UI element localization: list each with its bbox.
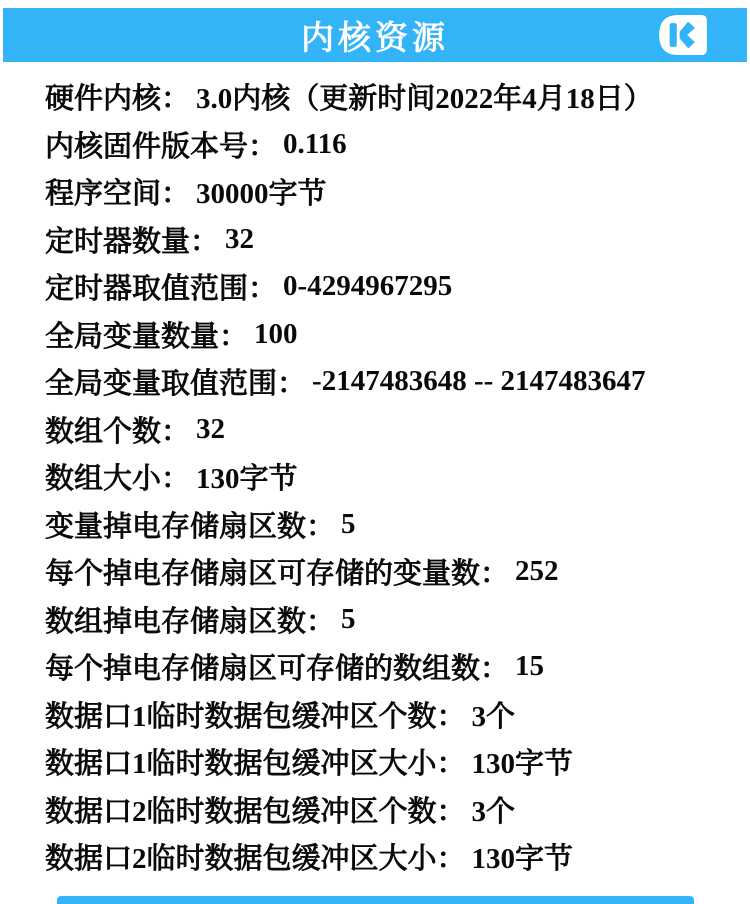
resource-label: 数组掉电存储扇区数 (45, 605, 307, 638)
resource-separator: ： (306, 605, 336, 638)
resource-separator: ： (248, 273, 278, 306)
resource-label: 变量掉电存储扇区数 (45, 510, 307, 543)
resource-row (45, 263, 735, 311)
resource-value: 0-4294967295 (283, 270, 453, 303)
resource-label: 数组个数 (45, 415, 162, 448)
resource-value: 3个 (471, 795, 516, 828)
resource-separator: ： (161, 83, 191, 116)
resource-label: 数据口1临时数据包缓冲区大小 (45, 748, 437, 781)
resource-row (45, 311, 735, 359)
resource-value: 3个 (471, 700, 516, 733)
resource-value: 32 (225, 222, 255, 255)
resource-value: 30000字节 (196, 178, 327, 211)
resource-row (45, 691, 735, 739)
resource-separator: ： (436, 843, 466, 876)
resource-row (45, 121, 735, 169)
resource-separator: ： (161, 415, 191, 448)
resource-value: 130字节 (471, 843, 574, 876)
resource-value: 5 (341, 602, 356, 635)
resource-value: 3.0内核（更新时间2022年4月18日） (196, 83, 653, 116)
resource-value: 252 (515, 555, 559, 588)
resource-row (45, 596, 735, 644)
resource-row (45, 833, 735, 881)
resource-row (45, 738, 735, 786)
resource-value: -2147483648 -- 2147483647 (312, 365, 646, 398)
resource-separator: ： (436, 748, 466, 781)
resource-separator: ： (161, 463, 191, 496)
resource-value: 100 (254, 317, 298, 350)
resource-value: 0.116 (283, 127, 347, 160)
resource-label: 定时器数量 (45, 225, 191, 258)
resource-label: 内核固件版本号 (45, 130, 249, 163)
resource-separator: ： (219, 320, 249, 353)
resource-separator: ： (480, 653, 510, 686)
page-title: 内核资源 (301, 20, 449, 57)
resource-label: 全局变量取值范围 (45, 368, 278, 401)
resource-list (45, 73, 735, 881)
resource-row (45, 73, 735, 121)
resource-label: 程序空间 (45, 178, 162, 211)
resource-label: 每个掉电存储扇区可存储的变量数 (45, 558, 481, 591)
resource-separator: ： (436, 700, 466, 733)
resource-value: 5 (341, 507, 356, 540)
resource-separator: ： (306, 510, 336, 543)
k-logo-button[interactable] (658, 14, 708, 56)
resource-label: 每个掉电存储扇区可存储的数组数 (45, 653, 481, 686)
k-logo-icon (658, 14, 708, 56)
resource-row (45, 501, 735, 549)
resource-label: 数据口2临时数据包缓冲区个数 (45, 795, 437, 828)
bottom-accent-bar (57, 896, 694, 904)
resource-row (45, 168, 735, 216)
resource-row (45, 358, 735, 406)
resource-value: 15 (515, 650, 545, 683)
resource-separator: ： (277, 368, 307, 401)
resource-value: 32 (196, 412, 226, 445)
resource-separator: ： (436, 795, 466, 828)
resource-row (45, 786, 735, 834)
resource-value: 130字节 (471, 748, 574, 781)
resource-label: 数组大小 (45, 463, 162, 496)
resource-separator: ： (161, 178, 191, 211)
resource-row (45, 406, 735, 454)
resource-label: 数据口2临时数据包缓冲区大小 (45, 843, 437, 876)
resource-label: 数据口1临时数据包缓冲区个数 (45, 700, 437, 733)
resource-label: 全局变量数量 (45, 320, 220, 353)
resource-value: 130字节 (196, 463, 298, 496)
resource-label: 硬件内核 (45, 83, 162, 116)
resource-separator: ： (190, 225, 220, 258)
resource-row (45, 216, 735, 264)
resource-separator: ： (480, 558, 510, 591)
header-bar (3, 8, 747, 62)
resource-row (45, 643, 735, 691)
resource-row (45, 548, 735, 596)
resource-row (45, 453, 735, 501)
resource-label: 定时器取值范围 (45, 273, 249, 306)
resource-separator: ： (248, 130, 278, 163)
